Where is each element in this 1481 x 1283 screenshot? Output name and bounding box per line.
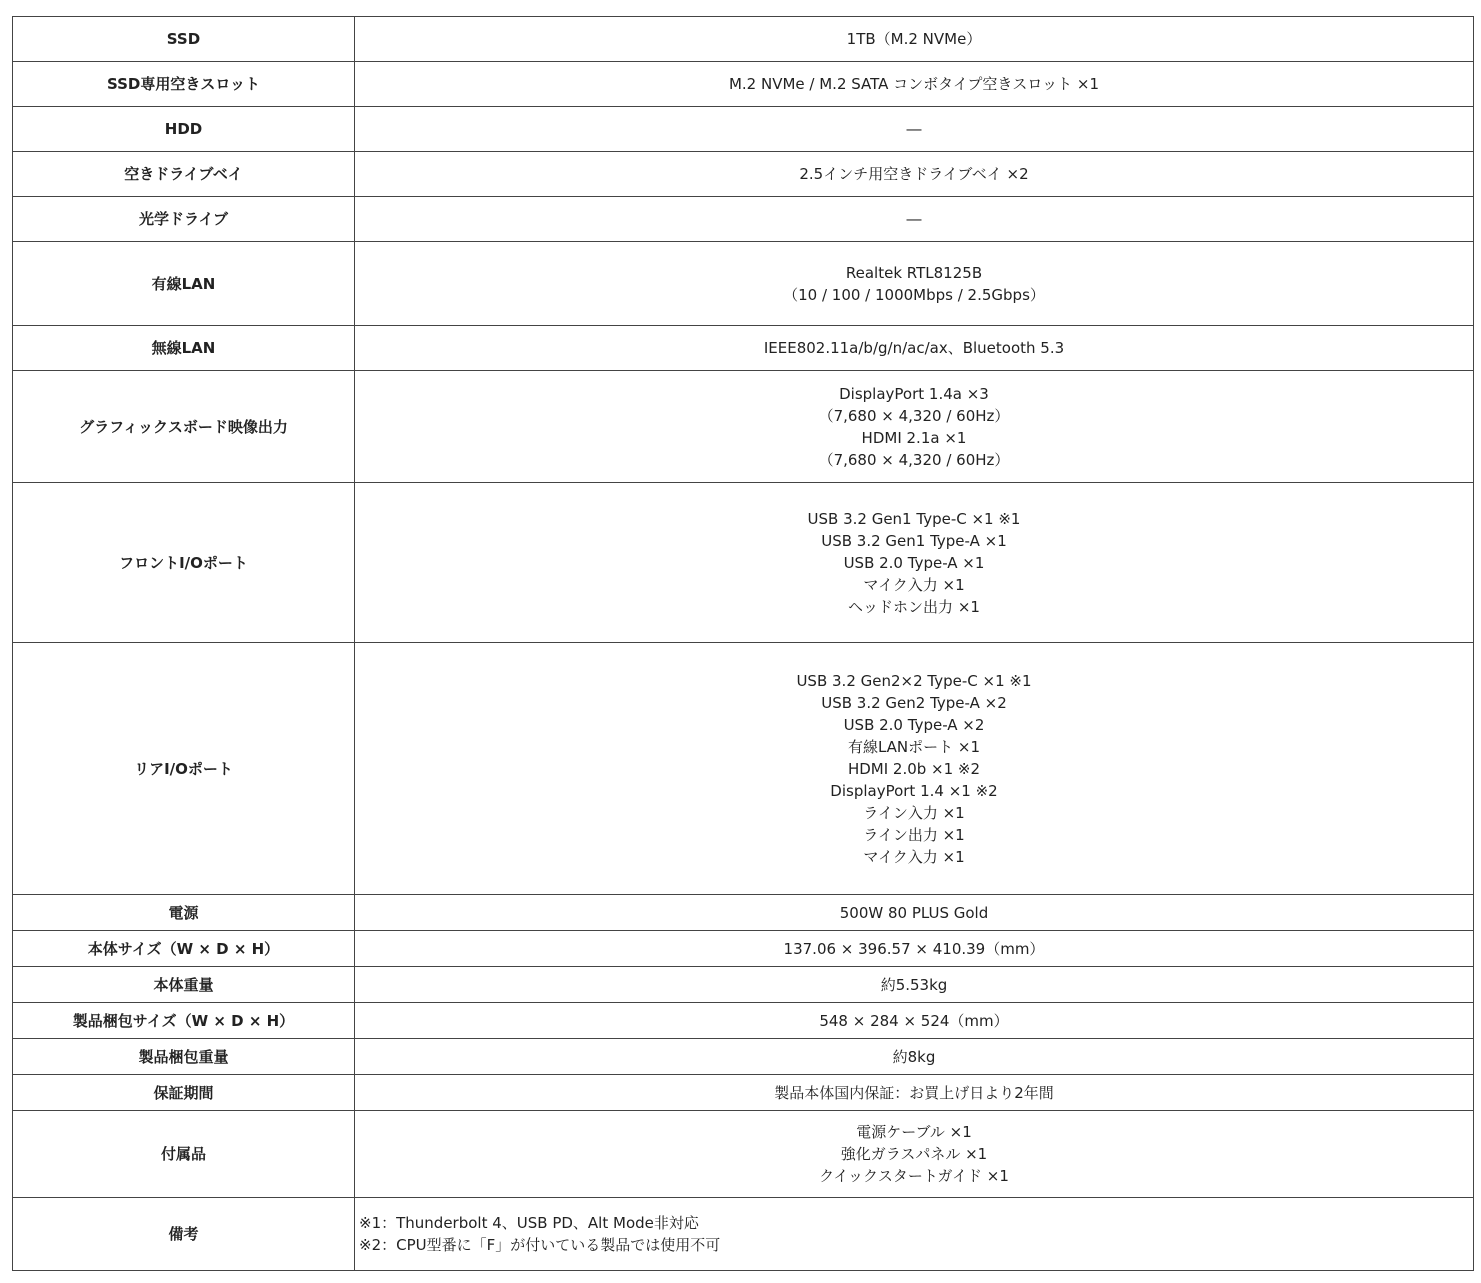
spec-label: 光学ドライブ	[13, 197, 355, 242]
spec-label: グラフィックスボード映像出力	[13, 371, 355, 483]
spec-value-line: ―	[906, 210, 922, 228]
spec-row	[13, 326, 1474, 371]
spec-row	[13, 895, 1474, 931]
spec-value-line: マイク入力 ×1	[863, 847, 965, 866]
spec-label: SSD専用空きスロット	[13, 62, 355, 107]
spec-value	[355, 1039, 1474, 1075]
spec-row	[13, 1075, 1474, 1111]
spec-label: 電源	[13, 895, 355, 931]
spec-table	[12, 16, 1474, 1271]
spec-label: 備考	[13, 1198, 355, 1271]
spec-value-line: USB 2.0 Type-A ×2	[843, 715, 985, 734]
spec-value	[355, 895, 1474, 931]
spec-value-line: マイク入力 ×1	[863, 575, 965, 594]
spec-value	[355, 1003, 1474, 1039]
spec-label: SSD	[13, 17, 355, 62]
spec-label: リアI/Oポート	[13, 643, 355, 895]
spec-row	[13, 242, 1474, 326]
spec-label: 本体サイズ（W × D × H）	[13, 931, 355, 967]
spec-value-line: ライン入力 ×1	[863, 803, 965, 822]
spec-value-line: USB 2.0 Type-A ×1	[843, 553, 985, 572]
spec-value-line: 製品本体国内保証：お買上げ日より2年間	[774, 1083, 1054, 1102]
spec-label: 製品梱包サイズ（W × D × H）	[13, 1003, 355, 1039]
spec-value-line: 約8kg	[892, 1047, 936, 1066]
spec-row	[13, 197, 1474, 242]
spec-value	[355, 326, 1474, 371]
spec-row	[13, 483, 1474, 643]
spec-label: 本体重量	[13, 967, 355, 1003]
spec-value	[355, 967, 1474, 1003]
spec-value-line: （7,680 × 4,320 / 60Hz）	[818, 450, 1010, 469]
spec-label: 空きドライブベイ	[13, 152, 355, 197]
spec-value-line: IEEE802.11a/b/g/n/ac/ax、Bluetooth 5.3	[763, 339, 1065, 357]
spec-value-line: ※2：CPU型番に「F」が付いている製品では使用不可	[359, 1236, 721, 1254]
spec-label: フロントI/Oポート	[13, 483, 355, 643]
spec-row	[13, 371, 1474, 483]
spec-value	[355, 1198, 1474, 1271]
spec-value-line: 1TB（M.2 NVMe）	[846, 30, 982, 48]
spec-table-body	[13, 17, 1474, 1271]
spec-row	[13, 62, 1474, 107]
spec-value-line: 137.06 × 396.57 × 410.39（mm）	[783, 939, 1045, 958]
spec-value	[355, 197, 1474, 242]
spec-value-line: 2.5インチ用空きドライブベイ ×2	[799, 165, 1029, 183]
spec-value-line: （10 / 100 / 1000Mbps / 2.5Gbps）	[783, 285, 1045, 304]
spec-value-line: USB 3.2 Gen1 Type-C ×1 ※1	[807, 509, 1021, 528]
spec-value	[355, 483, 1474, 643]
spec-row	[13, 643, 1474, 895]
spec-value-line: （7,680 × 4,320 / 60Hz）	[818, 406, 1010, 425]
spec-value-line: ヘッドホン出力 ×1	[848, 597, 980, 616]
spec-label: 製品梱包重量	[13, 1039, 355, 1075]
spec-value-line: 強化ガラスパネル ×1	[840, 1145, 988, 1163]
spec-value-line: USB 3.2 Gen1 Type-A ×1	[821, 531, 1007, 550]
spec-value-line: 約5.53kg	[880, 975, 948, 994]
spec-value-line: USB 3.2 Gen2 Type-A ×2	[821, 693, 1007, 712]
spec-value-line: ライン出力 ×1	[863, 825, 965, 844]
spec-value	[355, 62, 1474, 107]
spec-value-line: 有線LANポート ×1	[847, 737, 981, 756]
spec-row	[13, 152, 1474, 197]
spec-value-line: ※1：Thunderbolt 4、USB PD、Alt Mode非対応	[359, 1214, 699, 1232]
spec-row	[13, 1003, 1474, 1039]
spec-value-line: HDMI 2.0b ×1 ※2	[847, 759, 981, 778]
spec-value	[355, 17, 1474, 62]
spec-row	[13, 1198, 1474, 1271]
spec-label: HDD	[13, 107, 355, 152]
spec-value-line: ―	[906, 120, 922, 138]
spec-row	[13, 17, 1474, 62]
spec-value-line: M.2 NVMe / M.2 SATA コンボタイプ空きスロット ×1	[728, 75, 1100, 93]
spec-value-line: 電源ケーブル ×1	[856, 1123, 972, 1141]
spec-value-line: USB 3.2 Gen2×2 Type-C ×1 ※1	[796, 671, 1032, 690]
spec-value	[355, 1075, 1474, 1111]
spec-row	[13, 931, 1474, 967]
spec-value-line: 548 × 284 × 524（mm）	[819, 1011, 1009, 1030]
spec-row	[13, 1039, 1474, 1075]
spec-value-line: Realtek RTL8125B	[845, 263, 983, 282]
spec-value-line: HDMI 2.1a ×1	[861, 428, 967, 447]
spec-label: 無線LAN	[13, 326, 355, 371]
spec-row	[13, 1111, 1474, 1198]
spec-label: 保証期間	[13, 1075, 355, 1111]
spec-label: 有線LAN	[13, 242, 355, 326]
spec-value-line: DisplayPort 1.4 ×1 ※2	[830, 781, 998, 800]
spec-value	[355, 371, 1474, 483]
spec-value	[355, 152, 1474, 197]
spec-value-line: クイックスタートガイド ×1	[819, 1167, 1009, 1185]
spec-value-line: DisplayPort 1.4a ×3	[839, 384, 989, 403]
spec-value	[355, 643, 1474, 895]
spec-row	[13, 967, 1474, 1003]
spec-label: 付属品	[13, 1111, 355, 1198]
spec-value	[355, 931, 1474, 967]
spec-row	[13, 107, 1474, 152]
spec-value	[355, 1111, 1474, 1198]
spec-value	[355, 242, 1474, 326]
spec-value	[355, 107, 1474, 152]
spec-value-line: 500W 80 PLUS Gold	[839, 903, 989, 922]
